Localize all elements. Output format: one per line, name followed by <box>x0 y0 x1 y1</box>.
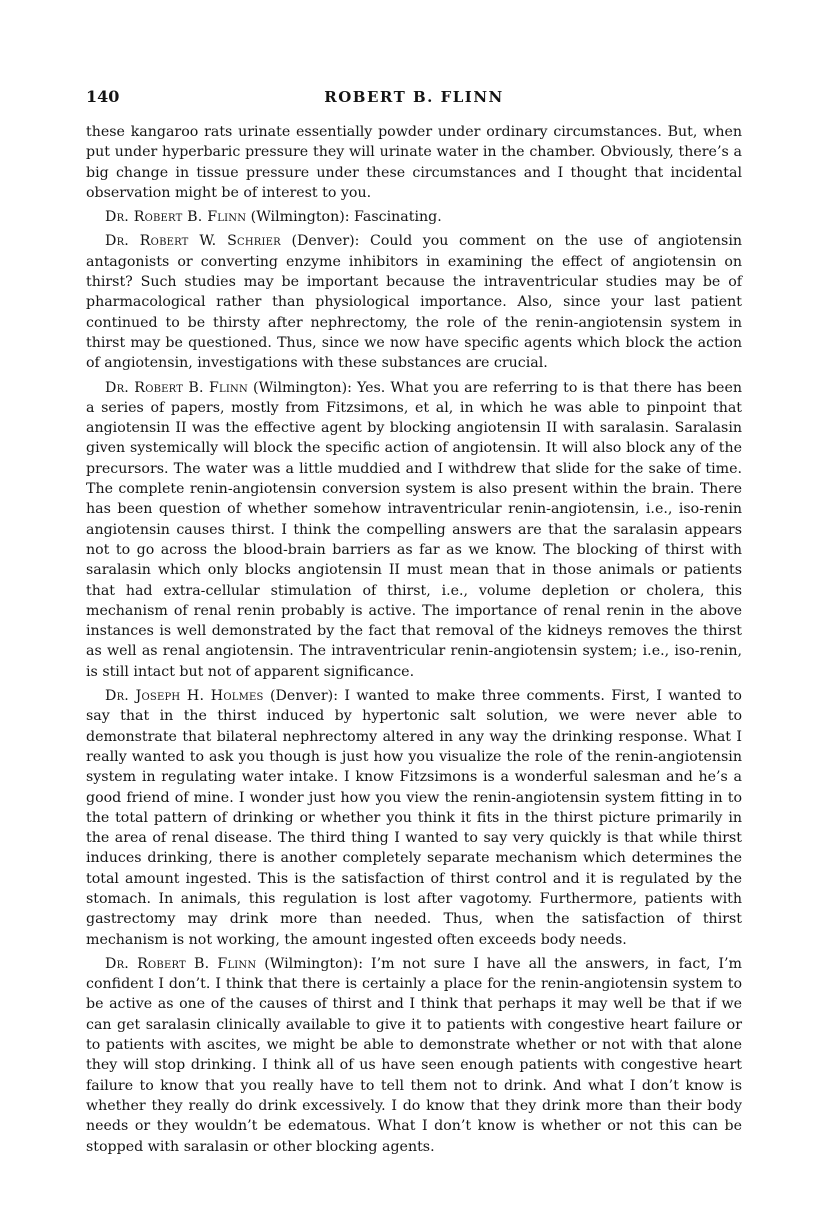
speaker-name: Dr. Robert B. Flinn <box>105 209 247 226</box>
paragraph-text: (Denver): Could you comment on the use of angiotensin antagonists or converting enzyme inhibitors in examining the effect of angiotensin on thirst? Such studies may be important because the intraventricular studies may be of pharmacological rather than physiological importance. Also, since your last patient continued to be thirsty after nephrectomy, the role of the renin-angiotensin system in thirst may be questioned. Thus, since we now have specific agents which block the action of angiotensin, investigations with these substances are crucial. <box>86 233 742 372</box>
paragraph-continuation <box>86 122 742 203</box>
paragraph-text: (Denver): I wanted to make three comments. First, I wanted to say that in the thirst induced by hypertonic salt solution, we were never able to demonstrate that bilateral nephrectomy altered in any way the drinking response. What I really wanted to ask you though is just how you visualize the role of the renin-angiotensin system in regulating water intake. I know Fitzsimons is a wonderful salesman and he’s a good friend of mine. I wonder just how you view the renin-angiotensin system fitting in to the total pattern of drinking or whether you think it fits in the thirst picture primarily in the area of renal disease. The third thing I wanted to say very quickly is that while thirst induces drinking, there is another completely separate mechanism which determines the total amount ingested. This is the satisfaction of thirst control and it is regulated by the stomach. In animals, this regulation is lost after vagotomy. Furthermore, patients with gastrectomy may drink more than needed. Thus, when the satisfaction of thirst mechanism is not working, the amount ingested often exceeds body needs. <box>86 688 742 948</box>
paragraph-text: (Wilmington): Fascinating. <box>246 209 442 226</box>
speaker-name: Dr. Joseph H. Holmes <box>105 688 264 705</box>
page-number: 140 <box>86 87 120 106</box>
paragraph-flinn-reply-1 <box>86 207 742 227</box>
running-title: ROBERT B. FLINN <box>324 88 504 106</box>
speaker-name: Dr. Robert B. Flinn <box>105 955 257 972</box>
speaker-name: Dr. Robert B. Flinn <box>105 379 248 396</box>
running-head <box>86 86 742 108</box>
speaker-name: Dr. Robert W. Schrier <box>105 233 281 250</box>
body-text <box>86 122 742 1157</box>
paragraph-flinn-reply-2 <box>86 378 742 682</box>
document-page <box>86 86 742 1161</box>
paragraph-schrier-question <box>86 231 742 373</box>
paragraph-text: (Wilmington): I’m not sure I have all the answers, in fact, I’m confident I don’t. I think that there is certainly a place for the renin-angiotensin system to be active as one of the causes of thirst and I think that perhaps it may well be that if we can get saralasin clinically available to give it to patients with congestive heart failure or to patients with ascites, we might be able to demonstrate whether or not with that alone they will stop drinking. I think all of us have seen enough patients with congestive heart failure to know that you really have to tell them not to drink. And what I don’t know is whether they really do drink excessively. I do know that they drink more than their body needs or they wouldn’t be edematous. What I don’t know is whether or not this can be stopped with saralasin or other blocking agents. <box>86 955 742 1155</box>
paragraph-text: these kangaroo rats urinate essentially powder under ordinary circumstances. But, when put under hyperbaric pressure they will urinate water in the chamber. Obviously, there’s a big change in tissue pressure under these circumstances and I thought that incidental observation might be of interest to you. <box>86 124 742 201</box>
paragraph-flinn-reply-3 <box>86 954 742 1157</box>
paragraph-text: (Wilmington): Yes. What you are referring to is that there has been a series of papers, mostly from Fitzsimons, et al, in which he was able to pinpoint that angiotensin II was the effective agent by blocking angiotensin II with saralasin. Saralasin given systemically will block the specific action of angiotensin. It will also block any of the precursors. The water was a little muddied and I withdrew that slide for the sake of time. The complete renin-angiotensin conversion system is also present within the brain. There has been question of whether somehow intraventricular renin-angiotensin, i.e., iso-renin angiotensin causes thirst. I think the compelling answers are that the saralasin appears not to go across the blood-brain barriers as far as we know. The blocking of thirst with saralasin which only blocks angiotensin II must mean that in those animals or patients that had extra-cellular stimulation of thirst, i.e., volume depletion or cholera, this mechanism of renal renin probably is active. The importance of renal renin in the above instances is well demonstrated by the fact that removal of the kidneys removes the thirst as well as renal angiotensin. The intraventricular renin-angiotensin system; i.e., iso-renin, is still intact but not of apparent significance. <box>86 379 742 680</box>
paragraph-holmes-comment <box>86 686 742 950</box>
